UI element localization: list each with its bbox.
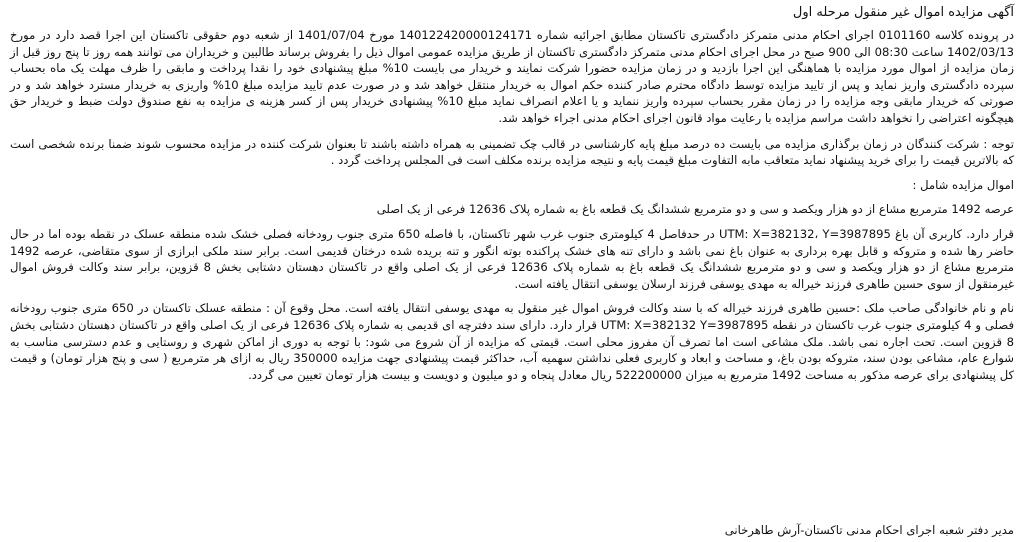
ownership-paragraph: نام و نام خانوادگی صاحب ملک :حسین طاهری فرزند خیراله که با سند وکالت فروش اموال غیر منقول به مهدی یوسفی انتقال یافته است. محل وقوع آن : منطقه عسلک تاکستان در 650 متری جنوب رودخانه فصلی و 4 کیلومتری جنوب غرب تاکستان در نقطه UTM: X=382132 Y=3987895 قرار دارد. دارای سند دفترچه ای قدیمی به شماره پلاک 12636 فرعی از یک اصلی واقع در تاکستان دهستان دشتابی بخش 8 قزوین است. تحت اجاره نمی باشد. ملک مشاعی است اما تصرف آن مفروز محلی است. قیمتی که مزایده از آن شروع می شود: با توجه به دوری از اماکن شهری و روستایی و عدم دسترسی مناسب به شوارع عام، مشاعی بودن سند، متروکه بودن باغ، و مساحت و ابعاد و کاربری فعلی نداشتن سهمیه آب، حداکثر قیمت پیشنهادی جهت مزایده 350000 ریال به ازای هر مترمربع ( سی و پنج هزار تومان) و قیمت کل پیشنهادی برای عرصه مذکور به مساحت 1492 مترمربع به میزان 522200000 ریال معادل پنجاه و دو میلیون و دویست و بیست هزار تومان تعیین می گردد. [10, 301, 1015, 382]
notice-paragraph: توجه : شرکت کنندگان در زمان برگذاری مزایده می بایست ده درصد مبلغ پایه کارشناسی در قالب چک تضمینی به همراه داشته باشند تا بعنوان شرکت کننده در مزایده محسوب شوند ضمنا برنده شخصی است که بالاترین قیمت را برای خرید پیشنهاد نماید متعاقب مابه التفاوت مبلغ قیمت پایه و نتیجه مزایده برنده مکلف است فی المجلس پرداخت گردد . [10, 136, 1014, 168]
asset-description: عرصه 1492 مترمربع مشاع از دو هزار ویکصد و سی و دو مترمربع ششدانگ یک قطعه باغ به شماره پلاک 12636 فرعی از یک اصلی [376, 202, 1014, 217]
location-paragraph: قرار دارد. کاربری آن باغ UTM: X=382132، Y=3987895 در حدفاصل 4 کیلومتری جنوب غرب شهر تاکستان، با فاصله 650 متری جنوب رودخانه فصلی خشک شده منطقه عسلک در نقطه بوده اما در حال حاضر رها شده و متروکه و قابل بهره برداری به عنوان باغ نمی باشد و دارای تنه های خشک پراکنده بوته انگور و تنه بریده شده درختان قدیمی است. برابر سند ملکی ابرازی از سوی متقاضی، عرصه 1492 مترمربع مشاع از دو هزار ویکصد و سی و دو مترمربع ششدانگ یک قطعه باغ به شماره پلاک 12636 فرعی از یک اصلی واقع در تاکستان دهستان دشتابی بخش 8 قزوین، برابر سند وکالت فروش اموال غیرمنقول از سوی حسین طاهری فرزند خیراله به مهدی یوسفی فرزند ارسلان یوسفی انتقال یافته است. [10, 226, 1014, 291]
notice-title: آگهی مزایده اموال غیر منقول مرحله اول [792, 5, 1014, 20]
intro-paragraph: در پرونده کلاسه 0101160 اجرای احکام مدنی متمرکز دادگستری تاکستان مطابق اجرائیه شماره 140122420000124171 مورخ 1401/07/04 از شعبه دوم حقوقی تاکستان این اجرا قصد دارد در مورخ 1402/03/13 ساعت 08:30 الی 900 صبح در محل اجرای احکام مدنی متمرکز دادگستری تاکستان از طریق مزایده عمومی اموال ذیل را بفروش برساند طالبین و خریداران می توانند همه روز تا پنج روز قبل از زمان مزایده از اموال مورد مزایده با هماهنگی این اجرا بازدید و در زمان مزایده حضورا شرکت نمایند و خریدار می بایست 10% مبلغ پیشنهادی خود را نقدا پرداخت و مابقی را ظرف مهلت یک ماه بحساب سپرده دادگستری واریز نماید و پس از تایید مزایده توسط دادگاه محترم صادر کننده حکم اموال به خریدار منتقل خواهد شد و در صورت عدم تایید مزایده مبلغ 10% واریزی به خریدار مسترد خواهد شد و در صورتی که خریدار مابقی وجه مزایده را در زمان مقرر بحساب سپرده واریز ننماید و یا اعلام انصراف نماید مبلغ 10% پیشنهادی خریدار پس از کسر هزینه ی مزایده به نفع صندوق دولت ضبط و خریدار حق هیچگونه اعتراضی را نخواهد داشت مراسم مزایده با رعایت مواد قانون اجرای احکام مدنی اجراء خواهد شد. [10, 28, 1015, 125]
auction-notice-document [10, 4, 1014, 538]
signature-line: مدیر دفتر شعبه اجرای احکام مدنی تاکستان-آرش طاهرخانی [724, 523, 1014, 537]
assets-label: اموال مزایده شامل : [912, 177, 1014, 192]
